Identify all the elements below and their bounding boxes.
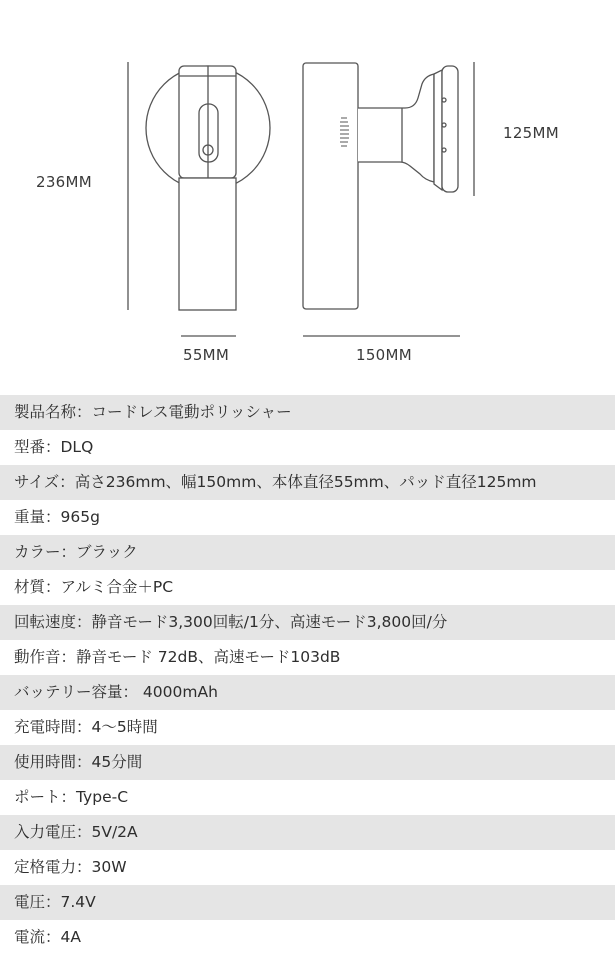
product-line-drawing <box>0 0 615 395</box>
spec-material: 材質：アルミ合金＋PC <box>0 570 615 605</box>
spec-current: 電流：4A <box>0 920 615 955</box>
spec-port: ポート：Type-C <box>0 780 615 815</box>
side-handle <box>303 63 358 309</box>
dimension-diagram <box>0 0 615 395</box>
spec-size: サイズ：高さ236mm、幅150mm、本体直径55mm、パッド直径125mm <box>0 465 615 500</box>
spec-voltage: 電圧：7.4V <box>0 885 615 920</box>
side-pad <box>442 66 458 192</box>
side-neck <box>358 74 434 182</box>
side-pad-base <box>434 70 442 190</box>
spec-rotation-speed: 回転速度：静音モード3,300回転/1分、高速モード3,800回/分 <box>0 605 615 640</box>
height-label: 236MM <box>36 173 93 191</box>
spec-model: 型番：DLQ <box>0 430 615 465</box>
spec-usage-time: 使用時間：45分間 <box>0 745 615 780</box>
front-width-label: 55MM <box>183 346 230 364</box>
front-handle <box>179 178 236 310</box>
spec-color: カラー：ブラック <box>0 535 615 570</box>
spec-noise: 動作音：静音モード 72dB、高速モード103dB <box>0 640 615 675</box>
spec-battery: バッテリー容量： 4000mAh <box>0 675 615 710</box>
spec-product-name: 製品名称：コードレス電動ポリッシャー <box>0 395 615 430</box>
spec-weight: 重量：965g <box>0 500 615 535</box>
pad-diameter-label: 125MM <box>503 124 560 142</box>
side-width-label: 150MM <box>356 346 413 364</box>
spec-charge-time: 充電時間：4〜5時間 <box>0 710 615 745</box>
spec-input-voltage: 入力電圧：5V/2A <box>0 815 615 850</box>
spec-table <box>0 395 615 955</box>
spec-rated-power: 定格電力：30W <box>0 850 615 885</box>
